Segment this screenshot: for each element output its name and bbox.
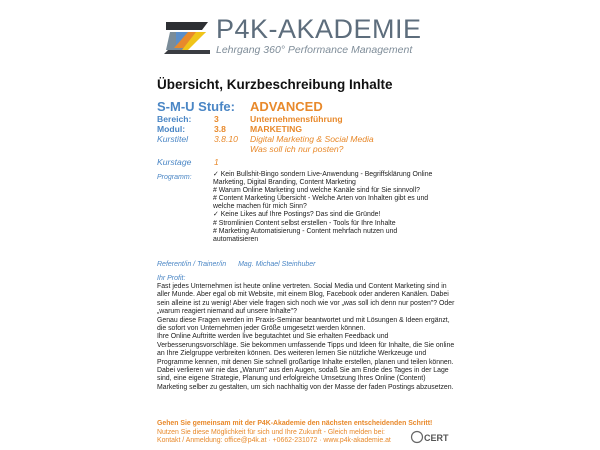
profit-label: Ihr Profit: xyxy=(157,275,186,282)
smu-value: ADVANCED xyxy=(250,99,323,114)
programm-line: # Warum Online Marketing und welche Kanäle sind für Sie sinnvoll? xyxy=(213,187,420,195)
brand-name: P4K-AKADEMIE xyxy=(216,14,422,44)
bereich-number: 3 xyxy=(214,114,219,124)
programm-line: # Content Marketing Übersicht - Welche Arten von Inhalten gibt es und xyxy=(213,195,429,203)
kurstage-number: 1 xyxy=(214,157,219,167)
modul-number: 3.8 xyxy=(214,124,226,134)
programm-list xyxy=(213,171,443,244)
referent-name: Mag. Michael Steinhuber xyxy=(238,261,316,268)
section-title: Übersicht, Kurzbeschreibung Inhalte xyxy=(157,77,393,92)
kurstitel-subtitle: Was soll ich nur posten? xyxy=(250,144,344,154)
modul-label: Modul: xyxy=(157,124,186,134)
profit-paragraph: Fast jedes Unternehmen ist heute online vertreten. Social Media und Content Marketing sind in aller Munde. Aber egal ob mit Website, mit einem Blog, Facebook oder anderen Kanälen. Dabei sein alleine ist zu wenig! Aber viele fragen sich noch wie vor „was soll ich denn nur posten"? Oder „warum reagiert niemand auf unsere Inhalte"? xyxy=(157,283,455,316)
profit-paragraph: Genau diese Fragen werden im Praxis-Seminar beantwortet und mit Lösungen & Ideen ergänzt, die sofort von Unternehmen jeder Größe umgesetzt werden können. xyxy=(157,316,450,333)
programm-line: welche machen für mich Sinn? xyxy=(213,203,307,211)
kurstitel-number: 3.8.10 xyxy=(214,134,238,144)
programm-line: ✓ Keine Likes auf Ihre Postings? Das sind die Gründe! xyxy=(213,211,381,219)
programm-line: # Stromlinien Content selbst erstellen - Tools für Ihre Inhalte xyxy=(213,219,396,227)
referent-label: Referent/in / Trainer/in xyxy=(157,261,227,268)
kurstage-label: Kurstage xyxy=(157,157,192,167)
programm-line: Marketing, Digital Branding, Content Marketing xyxy=(213,179,356,187)
smu-label: S-M-U Stufe: xyxy=(157,99,235,114)
modul-text: MARKETING xyxy=(250,124,303,134)
cert-seal-icon xyxy=(410,430,450,444)
kurstitel-text: Digital Marketing & Social Media xyxy=(250,134,374,144)
contact-line: Kontakt / Anmeldung: office@p4k.at · +0662-231072 · www.p4k-akademie.at xyxy=(157,437,391,444)
programm-label: Programm: xyxy=(157,174,192,181)
kurstitel-label: Kurstitel xyxy=(157,134,189,144)
profit-text xyxy=(157,283,457,392)
programm-line: # Marketing Automatisierung - Content mehrfach nutzen und xyxy=(213,227,398,235)
brand-tagline: Lehrgang 360° Performance Management xyxy=(216,44,413,56)
note-line-1: Nutzen Sie diese Möglichkeit für sich und Ihre Zukunft - Gleich melden bei: xyxy=(157,429,385,436)
bereich-label: Bereich: xyxy=(157,114,192,124)
p4k-logo-icon xyxy=(162,16,214,56)
cert-text: CERT xyxy=(424,433,449,443)
programm-line: ✓ Kein Bullshit-Bingo sondern Live-Anwendung - Begriffsklärung Online xyxy=(213,171,433,178)
profit-paragraph: Ihre Online Auftritte werden live begutachtet und Sie erhalten Feedback und Verbesserungsvorschläge. Sie bekommen umfassende Tipps und Ideen für Inhalte, die Sie online an Ihre Zielgruppe verbreiten können. Des weiteren lernen Sie nützliche Werkzeuge und Programme kennen, mit denen Sie schnell großartige Inhalte erstellen, planen und teilen können. Dabei verlieren wir nie das „Warum" aus den Augen, sodaß Sie am Ende des Tages in der Lage sind, eine eigene Strategie, Planung und erfolgreiche Umsetzung Ihres Online (Content) Marketing selber zu gestalten, um sich nachhaltig von der Masse der faden Postings abzusetzen. xyxy=(157,333,455,391)
bereich-text: Unternehmensführung xyxy=(250,114,343,124)
call-to-action: Gehen Sie gemeinsam mit der P4K-Akademie den nächsten entscheidenden Schritt! xyxy=(157,420,433,427)
programm-line: automatisieren xyxy=(213,235,259,243)
referent-line xyxy=(157,261,316,268)
